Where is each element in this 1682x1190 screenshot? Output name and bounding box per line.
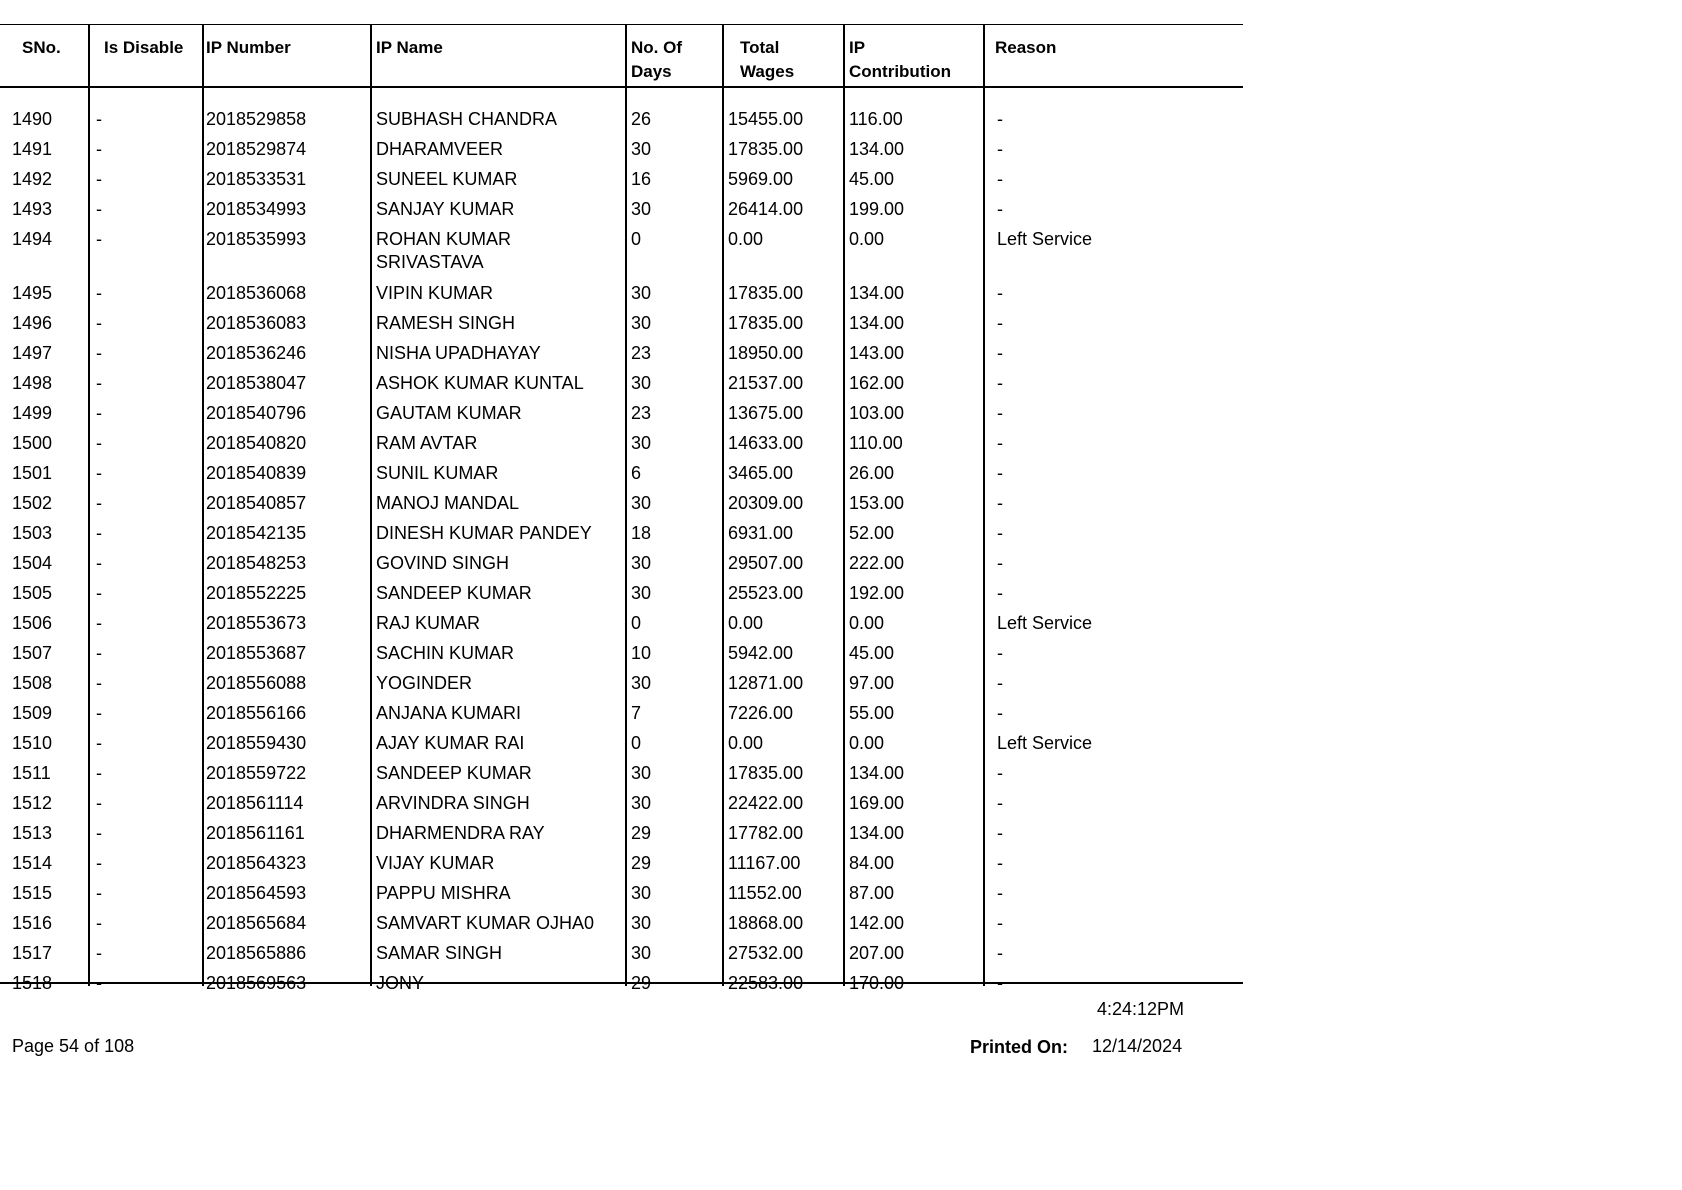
cell-ip-number: 2018540820 <box>206 433 307 453</box>
cell-reason: - <box>997 673 1003 693</box>
cell-total-wages: 14633.00 <box>728 433 804 453</box>
cell-ip-contribution: 134.00 <box>849 313 905 333</box>
cell-ip-name: SUBHASH CHANDRA <box>376 109 558 129</box>
cell-no-of-days: 29 <box>631 853 652 873</box>
table-row <box>0 552 1243 582</box>
column-header-ip-number: IP Number <box>206 38 291 57</box>
cell-is-disable: - <box>96 283 102 303</box>
table-row <box>0 342 1243 372</box>
cell-ip-number: 2018556166 <box>206 703 307 723</box>
cell-total-wages: 18950.00 <box>728 343 804 363</box>
table-row <box>0 138 1243 168</box>
cell-is-disable: - <box>96 703 102 723</box>
table-row <box>0 432 1243 462</box>
cell-ip-contribution: 0.00 <box>849 613 885 633</box>
cell-no-of-days: 29 <box>631 823 652 843</box>
cell-sno: 1509 <box>12 703 53 723</box>
cell-is-disable: - <box>96 853 102 873</box>
cell-sno: 1514 <box>12 853 53 873</box>
header-bottom-rule <box>0 86 1243 88</box>
table-row <box>0 642 1243 672</box>
cell-total-wages: 29507.00 <box>728 553 804 573</box>
table-row <box>0 372 1243 402</box>
cell-ip-number: 2018536068 <box>206 283 307 303</box>
cell-ip-name: ROHAN KUMAR SRIVASTAVA <box>376 229 512 272</box>
cell-ip-contribution: 222.00 <box>849 553 905 573</box>
cell-sno: 1501 <box>12 463 53 483</box>
cell-ip-name: ASHOK KUMAR KUNTAL <box>376 373 584 393</box>
cell-ip-name: VIJAY KUMAR <box>376 853 495 873</box>
cell-ip-contribution: 134.00 <box>849 283 905 303</box>
cell-ip-number: 2018564323 <box>206 853 307 873</box>
cell-ip-number: 2018564593 <box>206 883 307 903</box>
cell-ip-number: 2018529874 <box>206 139 307 159</box>
cell-ip-name: SAMVART KUMAR OJHA0 <box>376 913 595 933</box>
cell-sno: 1497 <box>12 343 53 363</box>
cell-ip-name: NISHA UPADHAYAY <box>376 343 541 363</box>
table-row <box>0 282 1243 312</box>
cell-ip-number: 2018565886 <box>206 943 307 963</box>
column-header-ip-name: IP Name <box>376 38 443 57</box>
cell-is-disable: - <box>96 883 102 903</box>
cell-reason: - <box>997 433 1003 453</box>
printed-time: 4:24:12PM <box>1097 999 1185 1019</box>
cell-is-disable: - <box>96 169 102 189</box>
cell-no-of-days: 7 <box>631 703 642 723</box>
cell-total-wages: 17835.00 <box>728 313 804 333</box>
cell-ip-name: AJAY KUMAR RAI <box>376 733 525 753</box>
cell-reason: - <box>997 313 1003 333</box>
printed-on-label: Printed On: <box>970 1037 1068 1057</box>
cell-ip-name: GOVIND SINGH <box>376 553 510 573</box>
cell-total-wages: 22422.00 <box>728 793 804 813</box>
cell-no-of-days: 16 <box>631 169 652 189</box>
cell-is-disable: - <box>96 199 102 219</box>
cell-ip-number: 2018559722 <box>206 763 307 783</box>
cell-total-wages: 20309.00 <box>728 493 804 513</box>
cell-ip-contribution: 26.00 <box>849 463 895 483</box>
cell-ip-contribution: 84.00 <box>849 853 895 873</box>
cell-ip-number: 2018540839 <box>206 463 307 483</box>
cell-sno: 1495 <box>12 283 53 303</box>
cell-sno: 1499 <box>12 403 53 423</box>
column-header-no-of-days: No. Of Days <box>631 38 682 81</box>
page-number: Page 54 of 108 <box>12 1036 135 1056</box>
cell-ip-number: 2018559430 <box>206 733 307 753</box>
cell-ip-name: ANJANA KUMARI <box>376 703 522 723</box>
cell-reason: - <box>997 403 1003 423</box>
cell-sno: 1498 <box>12 373 53 393</box>
cell-is-disable: - <box>96 613 102 633</box>
table-row <box>0 462 1243 492</box>
cell-ip-contribution: 55.00 <box>849 703 895 723</box>
cell-reason: - <box>997 343 1003 363</box>
cell-sno: 1491 <box>12 139 53 159</box>
cell-is-disable: - <box>96 763 102 783</box>
table-row <box>0 312 1243 342</box>
table-row <box>0 852 1243 882</box>
cell-ip-name: SUNIL KUMAR <box>376 463 499 483</box>
cell-ip-number: 2018529858 <box>206 109 307 129</box>
cell-sno: 1504 <box>12 553 53 573</box>
cell-no-of-days: 30 <box>631 673 652 693</box>
cell-sno: 1505 <box>12 583 53 603</box>
cell-reason: - <box>997 943 1003 963</box>
cell-no-of-days: 30 <box>631 913 652 933</box>
cell-total-wages: 12871.00 <box>728 673 804 693</box>
cell-sno: 1502 <box>12 493 53 513</box>
cell-reason: - <box>997 643 1003 663</box>
cell-reason: - <box>997 463 1003 483</box>
cell-reason: - <box>997 109 1003 129</box>
table-row <box>0 612 1243 642</box>
cell-reason: - <box>997 553 1003 573</box>
cell-ip-name: SUNEEL KUMAR <box>376 169 518 189</box>
table-row <box>0 942 1243 972</box>
cell-is-disable: - <box>96 973 102 993</box>
cell-no-of-days: 30 <box>631 199 652 219</box>
cell-ip-name: PAPPU MISHRA <box>376 883 511 903</box>
cell-sno: 1507 <box>12 643 53 663</box>
cell-no-of-days: 23 <box>631 403 652 423</box>
cell-ip-name: VIPIN KUMAR <box>376 283 494 303</box>
table-row <box>0 822 1243 852</box>
cell-ip-number: 2018533531 <box>206 169 307 189</box>
cell-ip-number: 2018561161 <box>206 823 305 843</box>
cell-no-of-days: 30 <box>631 433 652 453</box>
cell-sno: 1513 <box>12 823 53 843</box>
cell-total-wages: 18868.00 <box>728 913 804 933</box>
cell-ip-number: 2018565684 <box>206 913 307 933</box>
cell-total-wages: 17835.00 <box>728 139 804 159</box>
cell-ip-contribution: 207.00 <box>849 943 905 963</box>
cell-reason: - <box>997 493 1003 513</box>
cell-sno: 1503 <box>12 523 53 543</box>
cell-ip-contribution: 0.00 <box>849 229 885 249</box>
cell-no-of-days: 30 <box>631 883 652 903</box>
cell-ip-contribution: 116.00 <box>849 109 903 129</box>
cell-is-disable: - <box>96 913 102 933</box>
cell-reason: - <box>997 139 1003 159</box>
cell-no-of-days: 6 <box>631 463 642 483</box>
cell-no-of-days: 30 <box>631 793 652 813</box>
column-header-ip-contribution: IP Contribution <box>849 38 951 81</box>
cell-ip-contribution: 0.00 <box>849 733 885 753</box>
cell-no-of-days: 30 <box>631 313 652 333</box>
table-row <box>0 108 1243 138</box>
cell-total-wages: 7226.00 <box>728 703 794 723</box>
cell-reason: Left Service <box>997 733 1093 753</box>
cell-no-of-days: 29 <box>631 973 652 993</box>
cell-ip-name: MANOJ MANDAL <box>376 493 520 513</box>
table-row <box>0 882 1243 912</box>
cell-ip-number: 2018569563 <box>206 973 307 993</box>
cell-total-wages: 0.00 <box>728 229 764 249</box>
cell-reason: - <box>997 973 1003 993</box>
cell-ip-contribution: 110.00 <box>849 433 903 453</box>
cell-reason: - <box>997 913 1003 933</box>
cell-sno: 1512 <box>12 793 53 813</box>
cell-sno: 1517 <box>12 943 53 963</box>
cell-reason: - <box>997 853 1003 873</box>
cell-ip-name: SAMAR SINGH <box>376 943 503 963</box>
cell-ip-name: SANDEEP KUMAR <box>376 763 532 783</box>
cell-is-disable: - <box>96 733 102 753</box>
cell-total-wages: 15455.00 <box>728 109 804 129</box>
cell-total-wages: 17782.00 <box>728 823 804 843</box>
cell-reason: Left Service <box>997 229 1093 249</box>
cell-ip-name: RAMESH SINGH <box>376 313 516 333</box>
cell-no-of-days: 30 <box>631 283 652 303</box>
cell-ip-number: 2018536083 <box>206 313 307 333</box>
cell-ip-number: 2018535993 <box>206 229 307 249</box>
cell-is-disable: - <box>96 433 102 453</box>
cell-ip-contribution: 97.00 <box>849 673 895 693</box>
cell-ip-name: GAUTAM KUMAR <box>376 403 522 423</box>
cell-is-disable: - <box>96 793 102 813</box>
table-row <box>0 402 1243 432</box>
cell-ip-number: 2018540857 <box>206 493 307 513</box>
cell-total-wages: 3465.00 <box>728 463 794 483</box>
cell-ip-contribution: 170.00 <box>849 973 905 993</box>
cell-reason: - <box>997 763 1003 783</box>
table-row <box>0 582 1243 612</box>
cell-total-wages: 17835.00 <box>728 763 804 783</box>
column-header-is-disable: Is Disable <box>104 38 184 57</box>
cell-total-wages: 17835.00 <box>728 283 804 303</box>
cell-total-wages: 6931.00 <box>728 523 794 543</box>
table-row <box>0 702 1243 732</box>
cell-total-wages: 27532.00 <box>728 943 804 963</box>
cell-reason: - <box>997 583 1003 603</box>
cell-ip-number: 2018538047 <box>206 373 307 393</box>
table-row <box>0 732 1243 762</box>
printed-on-date: 12/14/2024 <box>1092 1036 1183 1056</box>
cell-ip-contribution: 45.00 <box>849 169 895 189</box>
cell-ip-name: DHARAMVEER <box>376 139 504 159</box>
table-row <box>0 972 1243 1002</box>
cell-is-disable: - <box>96 229 102 249</box>
cell-is-disable: - <box>96 139 102 159</box>
cell-total-wages: 13675.00 <box>728 403 804 423</box>
cell-reason: - <box>997 703 1003 723</box>
cell-is-disable: - <box>96 373 102 393</box>
cell-no-of-days: 23 <box>631 343 652 363</box>
cell-ip-contribution: 52.00 <box>849 523 895 543</box>
cell-ip-number: 2018534993 <box>206 199 307 219</box>
cell-is-disable: - <box>96 553 102 573</box>
cell-total-wages: 11552.00 <box>728 883 802 903</box>
cell-sno: 1492 <box>12 169 53 189</box>
cell-ip-contribution: 169.00 <box>849 793 905 813</box>
table-row <box>0 792 1243 822</box>
cell-ip-contribution: 87.00 <box>849 883 895 903</box>
cell-ip-contribution: 142.00 <box>849 913 905 933</box>
cell-ip-number: 2018553687 <box>206 643 307 663</box>
table-row <box>0 522 1243 552</box>
cell-reason: - <box>997 373 1003 393</box>
cell-sno: 1516 <box>12 913 53 933</box>
cell-sno: 1510 <box>12 733 53 753</box>
table-top-rule <box>0 24 1243 25</box>
cell-reason: - <box>997 283 1003 303</box>
cell-is-disable: - <box>96 493 102 513</box>
cell-total-wages: 25523.00 <box>728 583 804 603</box>
cell-ip-name: DHARMENDRA RAY <box>376 823 545 843</box>
cell-ip-name: RAM AVTAR <box>376 433 478 453</box>
cell-is-disable: - <box>96 109 102 129</box>
table-row <box>0 168 1243 198</box>
table-row <box>0 912 1243 942</box>
cell-ip-name: ARVINDRA SINGH <box>376 793 530 813</box>
cell-total-wages: 0.00 <box>728 733 764 753</box>
cell-is-disable: - <box>96 583 102 603</box>
cell-reason: - <box>997 169 1003 189</box>
cell-sno: 1490 <box>12 109 53 129</box>
cell-ip-name: RAJ KUMAR <box>376 613 481 633</box>
cell-ip-number: 2018556088 <box>206 673 307 693</box>
cell-sno: 1511 <box>12 763 51 783</box>
table-row <box>0 762 1243 792</box>
column-header-sno: SNo. <box>22 38 61 57</box>
cell-ip-contribution: 134.00 <box>849 763 905 783</box>
cell-sno: 1500 <box>12 433 53 453</box>
cell-no-of-days: 0 <box>631 613 642 633</box>
cell-is-disable: - <box>96 343 102 363</box>
cell-ip-name: YOGINDER <box>376 673 473 693</box>
cell-ip-name: JONY <box>376 973 425 993</box>
cell-sno: 1493 <box>12 199 53 219</box>
cell-ip-number: 2018548253 <box>206 553 307 573</box>
cell-ip-number: 2018552225 <box>206 583 307 603</box>
column-header-reason: Reason <box>995 38 1057 57</box>
cell-no-of-days: 30 <box>631 943 652 963</box>
cell-reason: - <box>997 883 1003 903</box>
cell-no-of-days: 0 <box>631 229 642 249</box>
cell-total-wages: 22583.00 <box>728 973 804 993</box>
cell-reason: - <box>997 793 1003 813</box>
cell-total-wages: 0.00 <box>728 613 764 633</box>
cell-reason: Left Service <box>997 613 1093 633</box>
cell-ip-contribution: 199.00 <box>849 199 905 219</box>
cell-ip-name: DINESH KUMAR PANDEY <box>376 523 592 543</box>
table-row <box>0 492 1243 522</box>
cell-ip-name: SANJAY KUMAR <box>376 199 515 219</box>
cell-ip-contribution: 162.00 <box>849 373 905 393</box>
cell-no-of-days: 30 <box>631 583 652 603</box>
cell-is-disable: - <box>96 313 102 333</box>
cell-no-of-days: 26 <box>631 109 652 129</box>
cell-ip-contribution: 143.00 <box>849 343 905 363</box>
cell-no-of-days: 0 <box>631 733 642 753</box>
cell-reason: - <box>997 823 1003 843</box>
cell-is-disable: - <box>96 643 102 663</box>
cell-no-of-days: 30 <box>631 373 652 393</box>
cell-ip-contribution: 134.00 <box>849 823 905 843</box>
cell-ip-contribution: 45.00 <box>849 643 895 663</box>
cell-ip-name: SANDEEP KUMAR <box>376 583 532 603</box>
cell-no-of-days: 10 <box>631 643 652 663</box>
cell-ip-contribution: 134.00 <box>849 139 905 159</box>
cell-ip-contribution: 153.00 <box>849 493 905 513</box>
cell-reason: - <box>997 199 1003 219</box>
cell-is-disable: - <box>96 823 102 843</box>
cell-no-of-days: 30 <box>631 139 652 159</box>
cell-total-wages: 11167.00 <box>728 853 801 873</box>
table-row <box>0 198 1243 228</box>
cell-no-of-days: 30 <box>631 763 652 783</box>
cell-ip-number: 2018553673 <box>206 613 307 633</box>
cell-sno: 1518 <box>12 973 53 993</box>
cell-is-disable: - <box>96 523 102 543</box>
cell-total-wages: 5942.00 <box>728 643 794 663</box>
cell-is-disable: - <box>96 673 102 693</box>
cell-ip-contribution: 103.00 <box>849 403 905 423</box>
cell-sno: 1515 <box>12 883 53 903</box>
cell-sno: 1506 <box>12 613 53 633</box>
cell-total-wages: 5969.00 <box>728 169 794 189</box>
cell-no-of-days: 30 <box>631 493 652 513</box>
cell-ip-name: SACHIN KUMAR <box>376 643 515 663</box>
cell-ip-number: 2018542135 <box>206 523 307 543</box>
cell-ip-number: 2018536246 <box>206 343 307 363</box>
cell-no-of-days: 18 <box>631 523 652 543</box>
cell-ip-number: 2018561114 <box>206 793 304 813</box>
cell-total-wages: 26414.00 <box>728 199 804 219</box>
cell-sno: 1496 <box>12 313 53 333</box>
table-row <box>0 672 1243 702</box>
cell-total-wages: 21537.00 <box>728 373 804 393</box>
cell-is-disable: - <box>96 463 102 483</box>
table-row <box>0 228 1243 272</box>
cell-sno: 1508 <box>12 673 53 693</box>
column-header-total-wages: Total Wages <box>740 38 795 81</box>
cell-no-of-days: 30 <box>631 553 652 573</box>
cell-is-disable: - <box>96 943 102 963</box>
cell-reason: - <box>997 523 1003 543</box>
cell-sno: 1494 <box>12 229 53 249</box>
cell-ip-contribution: 192.00 <box>849 583 905 603</box>
cell-ip-number: 2018540796 <box>206 403 307 423</box>
cell-is-disable: - <box>96 403 102 423</box>
